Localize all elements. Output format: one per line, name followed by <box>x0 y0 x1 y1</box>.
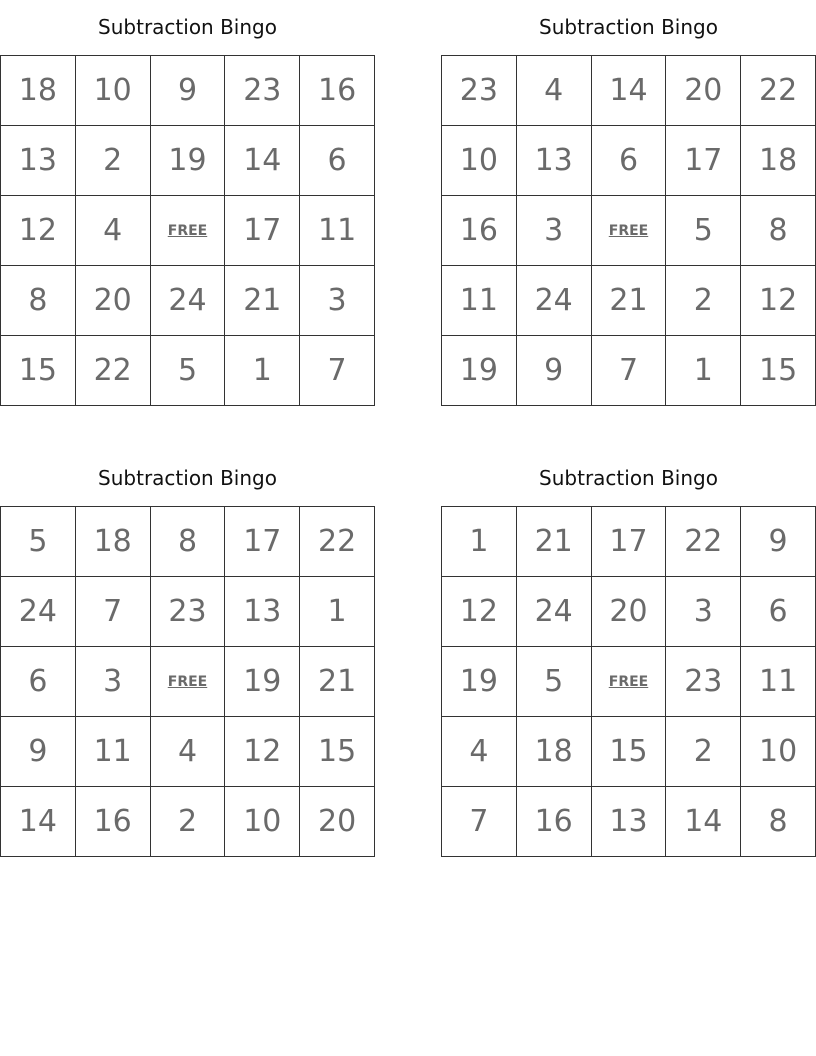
bingo-number: 9 <box>177 73 198 108</box>
bingo-cell <box>151 336 226 406</box>
bingo-cell <box>517 56 592 126</box>
bingo-number: 16 <box>459 213 498 248</box>
bingo-cell <box>666 577 741 647</box>
bingo-cell <box>517 507 592 577</box>
bingo-cell <box>666 507 741 577</box>
bingo-number: 5 <box>544 664 564 699</box>
bingo-number: 6 <box>327 143 347 178</box>
bingo-number: 7 <box>618 353 639 388</box>
bingo-number: 12 <box>243 734 282 769</box>
bingo-number: 1 <box>469 524 489 559</box>
bingo-number: 13 <box>534 143 573 178</box>
bingo-grid <box>0 55 375 406</box>
bingo-cell <box>300 126 375 196</box>
bingo-number: 21 <box>534 524 573 559</box>
bingo-cell <box>442 577 517 647</box>
bingo-number: 2 <box>693 734 713 769</box>
bingo-number: 16 <box>318 73 357 108</box>
bingo-number: 20 <box>609 594 648 629</box>
bingo-cell <box>1 717 76 787</box>
bingo-cell <box>225 56 300 126</box>
bingo-cell <box>300 266 375 336</box>
bingo-number: 10 <box>459 143 498 178</box>
bingo-cell <box>517 647 592 717</box>
bingo-cell <box>225 196 300 266</box>
bingo-cell <box>666 787 741 857</box>
bingo-grid <box>441 506 816 857</box>
bingo-cell <box>592 717 667 787</box>
bingo-number: 15 <box>318 734 357 769</box>
bingo-number: 19 <box>243 664 282 699</box>
bingo-number: 24 <box>168 283 207 318</box>
bingo-number: 17 <box>243 524 282 559</box>
bingo-cell <box>151 577 226 647</box>
bingo-number: 11 <box>759 664 798 699</box>
bingo-number: 8 <box>768 804 788 839</box>
bingo-number: 3 <box>544 213 564 248</box>
bingo-cell <box>592 56 667 126</box>
bingo-number: 5 <box>28 524 48 559</box>
bingo-cell <box>741 266 816 336</box>
bingo-number: 21 <box>243 283 282 318</box>
bingo-cell <box>666 196 741 266</box>
bingo-cell <box>592 336 667 406</box>
bingo-number: 16 <box>93 804 132 839</box>
bingo-cell <box>225 647 300 717</box>
bingo-number: 18 <box>18 73 57 108</box>
bingo-number: 20 <box>318 804 357 839</box>
bingo-cell <box>1 266 76 336</box>
bingo-cell <box>517 787 592 857</box>
bingo-cell <box>517 266 592 336</box>
bingo-cell <box>300 196 375 266</box>
bingo-number: 22 <box>318 524 357 559</box>
bingo-number: 18 <box>534 734 573 769</box>
bingo-cell <box>151 126 226 196</box>
bingo-cell <box>741 507 816 577</box>
bingo-cell <box>592 266 667 336</box>
bingo-number: 2 <box>177 804 198 839</box>
bingo-number: 3 <box>693 594 713 629</box>
bingo-cell <box>741 336 816 406</box>
bingo-number: 12 <box>459 594 498 629</box>
bingo-number: 7 <box>103 594 123 629</box>
bingo-number: 14 <box>243 143 282 178</box>
bingo-number: 20 <box>684 73 723 108</box>
bingo-cell <box>741 56 816 126</box>
bingo-cell <box>741 787 816 857</box>
bingo-number: 6 <box>768 594 788 629</box>
bingo-number: 21 <box>609 283 648 318</box>
bingo-cell <box>225 577 300 647</box>
bingo-cell <box>442 647 517 717</box>
bingo-cell <box>517 336 592 406</box>
bingo-number: 23 <box>459 73 498 108</box>
bingo-number: 14 <box>18 804 57 839</box>
bingo-number: 19 <box>168 143 207 178</box>
bingo-cell <box>151 507 226 577</box>
bingo-number: 18 <box>93 524 132 559</box>
bingo-number: 9 <box>28 734 48 769</box>
bingo-cell <box>741 577 816 647</box>
bingo-number: 10 <box>93 73 132 108</box>
bingo-cell <box>1 507 76 577</box>
bingo-number: 23 <box>243 73 282 108</box>
bingo-number: 4 <box>469 734 489 769</box>
bingo-number: 12 <box>759 283 798 318</box>
bingo-cell <box>741 647 816 717</box>
bingo-cell <box>225 717 300 787</box>
free-space <box>592 647 667 717</box>
bingo-grid <box>0 506 375 857</box>
bingo-cell <box>300 787 375 857</box>
bingo-number: 5 <box>693 213 713 248</box>
bingo-cell <box>76 336 151 406</box>
bingo-number: 10 <box>243 804 282 839</box>
bingo-cell <box>442 717 517 787</box>
bingo-cell <box>225 336 300 406</box>
bingo-cell <box>666 717 741 787</box>
bingo-cell <box>300 647 375 717</box>
bingo-number: 22 <box>684 524 723 559</box>
bingo-cell <box>1 577 76 647</box>
bingo-cell <box>76 577 151 647</box>
bingo-cell <box>592 126 667 196</box>
bingo-cell <box>225 266 300 336</box>
bingo-cell <box>517 126 592 196</box>
bingo-number: 3 <box>327 283 347 318</box>
bingo-cell <box>442 266 517 336</box>
bingo-number: 17 <box>684 143 723 178</box>
bingo-number: 23 <box>684 664 723 699</box>
free-space <box>151 196 226 266</box>
bingo-number: 15 <box>759 353 798 388</box>
bingo-cell <box>225 126 300 196</box>
free-space-label: FREE <box>608 222 649 239</box>
bingo-cell <box>592 507 667 577</box>
bingo-cell <box>1 647 76 717</box>
bingo-cell <box>151 717 226 787</box>
bingo-cell <box>741 196 816 266</box>
bingo-cell <box>741 126 816 196</box>
bingo-cell <box>442 787 517 857</box>
bingo-number: 1 <box>693 353 713 388</box>
free-space <box>151 647 226 717</box>
bingo-cell <box>1 787 76 857</box>
bingo-cell <box>76 507 151 577</box>
bingo-cell <box>666 647 741 717</box>
bingo-number: 13 <box>18 143 57 178</box>
bingo-cell <box>442 507 517 577</box>
bingo-number: 17 <box>609 524 648 559</box>
bingo-cell <box>517 577 592 647</box>
bingo-cell <box>1 196 76 266</box>
bingo-cell <box>225 787 300 857</box>
bingo-number: 17 <box>243 213 282 248</box>
bingo-number: 7 <box>469 804 489 839</box>
bingo-number: 20 <box>93 283 132 318</box>
bingo-cell <box>300 717 375 787</box>
bingo-number: 18 <box>759 143 798 178</box>
bingo-number: 15 <box>609 734 648 769</box>
bingo-cell <box>76 266 151 336</box>
bingo-cell <box>741 717 816 787</box>
card-title: Subtraction Bingo <box>98 466 277 490</box>
bingo-cell <box>300 577 375 647</box>
bingo-number: 1 <box>252 353 272 388</box>
bingo-number: 24 <box>18 594 57 629</box>
bingo-cell <box>442 126 517 196</box>
bingo-cell <box>592 787 667 857</box>
bingo-number: 23 <box>168 594 207 629</box>
bingo-cell <box>442 336 517 406</box>
bingo-cell <box>225 507 300 577</box>
bingo-number: 6 <box>28 664 48 699</box>
card-title: Subtraction Bingo <box>539 466 718 490</box>
bingo-cell <box>300 336 375 406</box>
bingo-number: 1 <box>327 594 347 629</box>
bingo-cell <box>151 266 226 336</box>
free-space-label: FREE <box>608 673 649 690</box>
bingo-number: 15 <box>18 353 57 388</box>
bingo-number: 6 <box>618 143 639 178</box>
bingo-number: 3 <box>103 664 123 699</box>
bingo-cell <box>442 56 517 126</box>
bingo-cell <box>1 56 76 126</box>
bingo-number: 21 <box>318 664 357 699</box>
bingo-cell <box>442 196 517 266</box>
bingo-number: 11 <box>93 734 132 769</box>
bingo-grid <box>441 55 816 406</box>
bingo-cell <box>151 56 226 126</box>
bingo-number: 2 <box>693 283 713 318</box>
bingo-number: 22 <box>759 73 798 108</box>
bingo-cell <box>76 56 151 126</box>
bingo-cell <box>300 507 375 577</box>
free-space <box>592 196 667 266</box>
bingo-number: 8 <box>177 524 198 559</box>
bingo-cell <box>1 336 76 406</box>
bingo-cell <box>76 647 151 717</box>
bingo-number: 16 <box>534 804 573 839</box>
bingo-cell <box>666 266 741 336</box>
bingo-cell <box>76 196 151 266</box>
bingo-number: 4 <box>177 734 198 769</box>
bingo-number: 24 <box>534 283 573 318</box>
card-title: Subtraction Bingo <box>98 15 277 39</box>
bingo-number: 7 <box>327 353 347 388</box>
bingo-cell <box>76 717 151 787</box>
bingo-number: 24 <box>534 594 573 629</box>
bingo-cell <box>666 126 741 196</box>
bingo-number: 10 <box>759 734 798 769</box>
bingo-cell <box>517 717 592 787</box>
bingo-number: 12 <box>18 213 57 248</box>
bingo-number: 14 <box>684 804 723 839</box>
bingo-number: 13 <box>609 804 648 839</box>
bingo-number: 19 <box>459 664 498 699</box>
bingo-number: 4 <box>544 73 564 108</box>
bingo-number: 14 <box>609 73 648 108</box>
bingo-number: 2 <box>103 143 123 178</box>
bingo-number: 4 <box>103 213 123 248</box>
bingo-number: 11 <box>459 283 498 318</box>
bingo-cell <box>666 336 741 406</box>
bingo-number: 8 <box>28 283 48 318</box>
bingo-number: 8 <box>768 213 788 248</box>
free-space-label: FREE <box>167 222 208 239</box>
bingo-cell <box>151 787 226 857</box>
free-space-label: FREE <box>167 673 208 690</box>
bingo-number: 9 <box>544 353 564 388</box>
bingo-cell <box>666 56 741 126</box>
bingo-cell <box>517 196 592 266</box>
card-title: Subtraction Bingo <box>539 15 718 39</box>
bingo-number: 9 <box>768 524 788 559</box>
bingo-cell <box>76 126 151 196</box>
bingo-cell <box>76 787 151 857</box>
bingo-number: 5 <box>177 353 198 388</box>
bingo-cell <box>300 56 375 126</box>
bingo-number: 22 <box>93 353 132 388</box>
bingo-cell <box>592 577 667 647</box>
bingo-cell <box>1 126 76 196</box>
bingo-number: 11 <box>318 213 357 248</box>
bingo-number: 13 <box>243 594 282 629</box>
bingo-number: 19 <box>459 353 498 388</box>
